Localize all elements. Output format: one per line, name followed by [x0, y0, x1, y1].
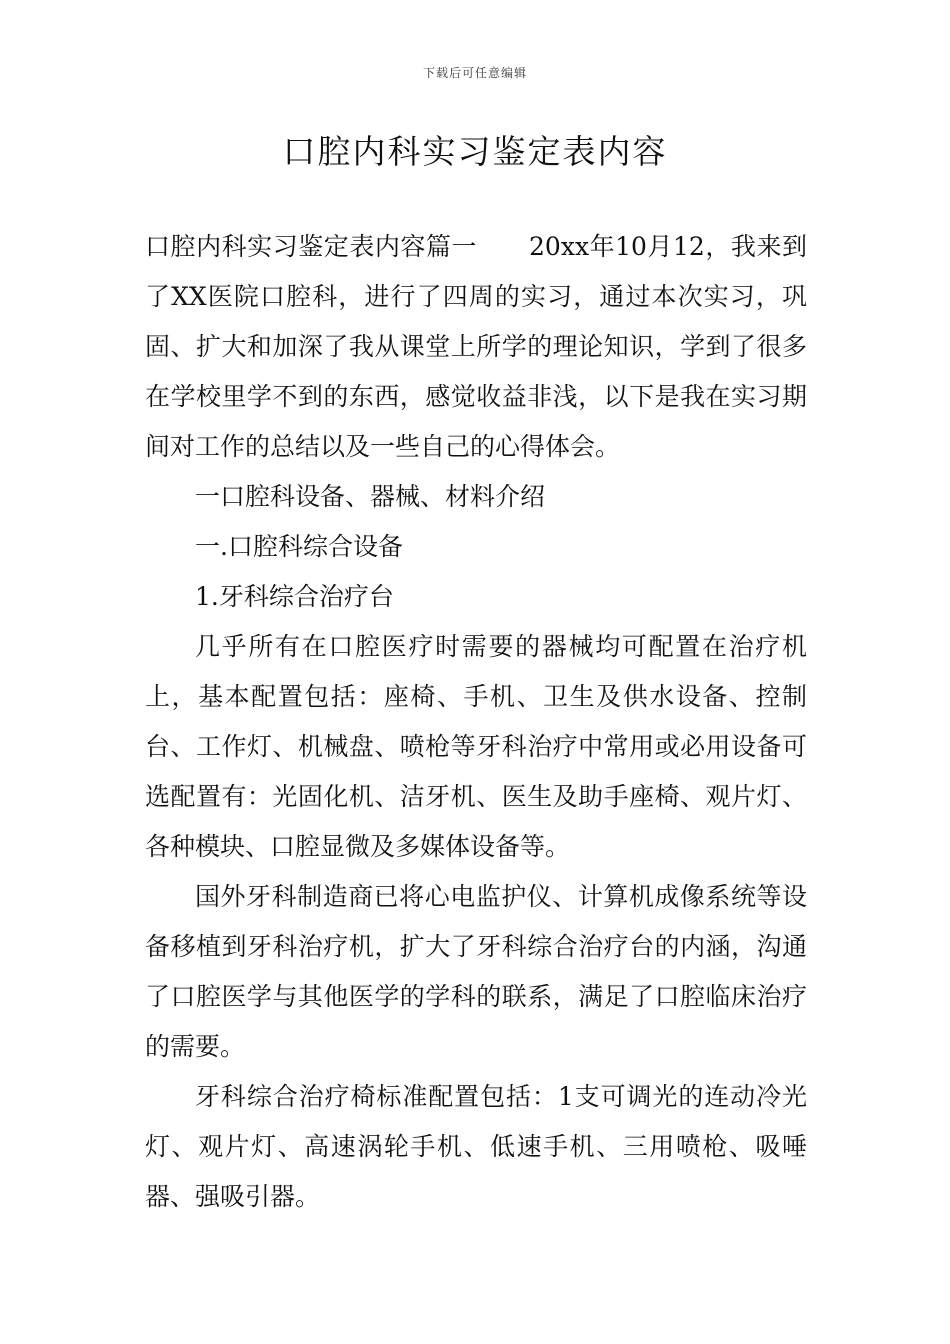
- document-body: [145, 222, 807, 1222]
- subsection-heading: 一.口腔科综合设备: [195, 532, 403, 561]
- item-heading: 1.牙科综合治疗台: [195, 582, 394, 611]
- intro-paragraph: [145, 222, 807, 472]
- header-note: 下载后可任意编辑: [422, 66, 527, 80]
- body-paragraph: 牙科综合治疗椅标准配置包括：1支可调光的连动冷光灯、观片灯、高速涡轮手机、低速手机、三用喷枪、吸唾器、强吸引器。: [145, 1082, 807, 1211]
- section-heading: 一口腔科设备、器械、材料介绍: [195, 482, 546, 511]
- intro-label: 口腔内科实习鉴定表内容篇一: [145, 232, 478, 261]
- body-paragraph: 几乎所有在口腔医疗时需要的器械均可配置在治疗机上，基本配置包括：座椅、手机、卫生及供水设备、控制台、工作灯、机械盘、喷枪等牙科治疗中常用或必用设备可选配置有：光固化机、洁牙机、医生及助手座椅、观片灯、各种模块、口腔显微及多媒体设备等。: [145, 632, 807, 861]
- body-paragraph: 国外牙科制造商已将心电监护仪、计算机成像系统等设备移植到牙科治疗机，扩大了牙科综合治疗台的内涵，沟通了口腔医学与其他医学的学科的联系，满足了口腔临床治疗的需要。: [145, 882, 807, 1061]
- document-title: 口腔内科实习鉴定表内容: [282, 132, 668, 171]
- intro-text: 20xx年10月12，我来到了XX医院口腔科，进行了四周的实习，通过本次实习，巩固、扩大和加深了我从课堂上所学的理论知识，学到了很多在学校里学不到的东西，感觉收益非浅，以下是我在实习期间对工作的总结以及一些自己的心得体会。: [145, 232, 807, 461]
